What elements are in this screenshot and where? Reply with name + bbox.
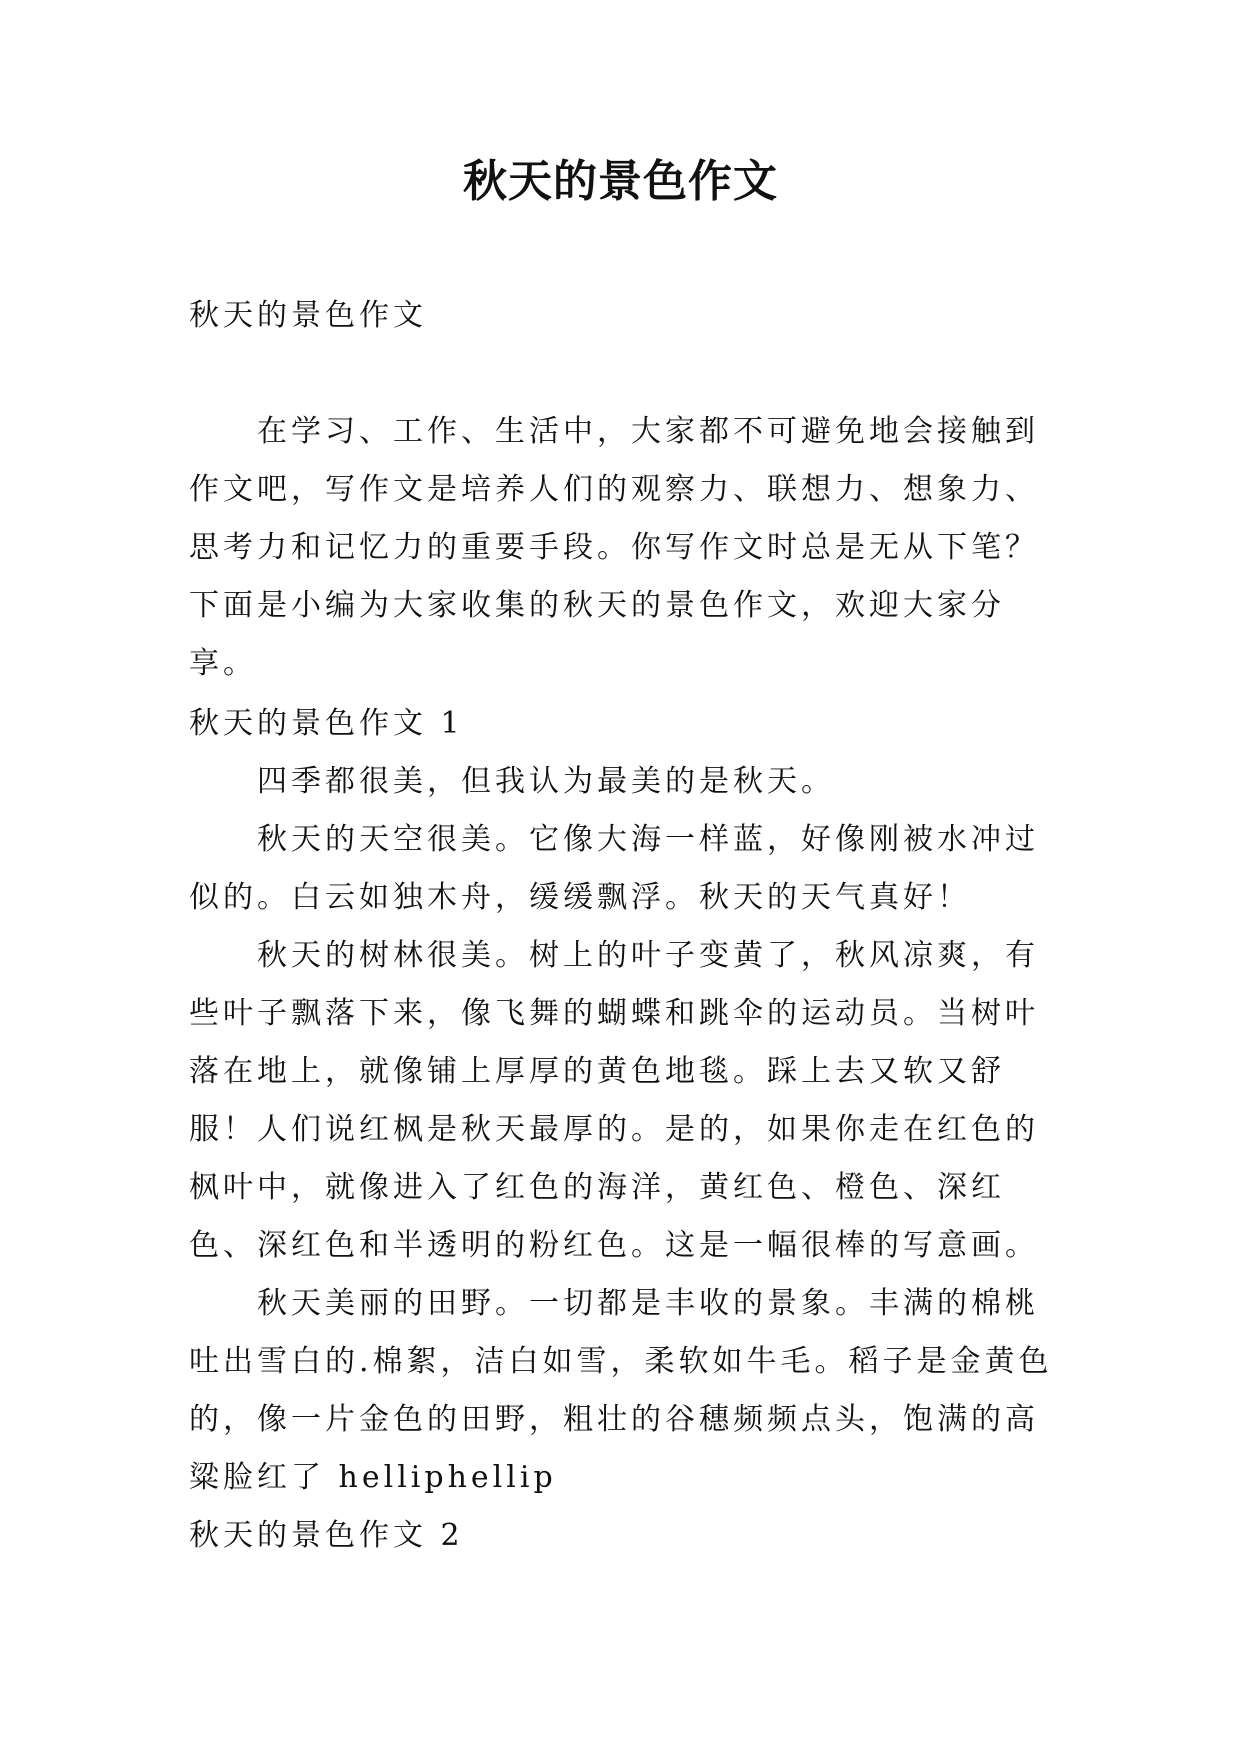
document-subtitle: 秋天的景色作文 bbox=[189, 298, 427, 333]
section-heading-2: 秋天的景色作文 2 bbox=[189, 1518, 464, 1553]
section-1-paragraph-1: 四季都很美，但我认为最美的是秋天。 bbox=[257, 764, 835, 799]
section-1-paragraph-4: 秋天美丽的田野。一切都是丰收的景象。丰满的棉桃吐出雪白的.棉絮，洁白如雪，柔软如牛毛。稻子是金黄色的，像一片金色的田野，粗壮的谷穗频频点头，饱满的高粱脸红了 helliphellip bbox=[189, 1286, 1053, 1495]
intro-paragraph: 在学习、工作、生活中，大家都不可避免地会接触到作文吧，写作文是培养人们的观察力、联想力、想象力、思考力和记忆力的重要手段。你写作文时总是无从下笔？下面是小编为大家收集的秋天的景色作文，欢迎大家分享。 bbox=[189, 414, 1039, 681]
document-title: 秋天的景色作文 bbox=[463, 156, 778, 207]
essay-body bbox=[189, 695, 1069, 1565]
section-heading-1: 秋天的景色作文 1 bbox=[189, 706, 464, 741]
section-1-paragraph-3: 秋天的树林很美。树上的叶子变黄了，秋风凉爽，有些叶子飘落下来，像飞舞的蝴蝶和跳伞的运动员。当树叶落在地上，就像铺上厚厚的黄色地毯。踩上去又软又舒服！人们说红枫是秋天最厚的。是的，如果你走在红色的枫叶中，就像进入了红色的海洋，黄红色、橙色、深红色、深红色和半透明的粉红色。这是一幅很棒的写意画。 bbox=[189, 938, 1039, 1263]
section-1-paragraph-2: 秋天的天空很美。它像大海一样蓝，好像刚被水冲过似的。白云如独木舟，缓缓飘浮。秋天的天气真好！ bbox=[189, 822, 1039, 915]
